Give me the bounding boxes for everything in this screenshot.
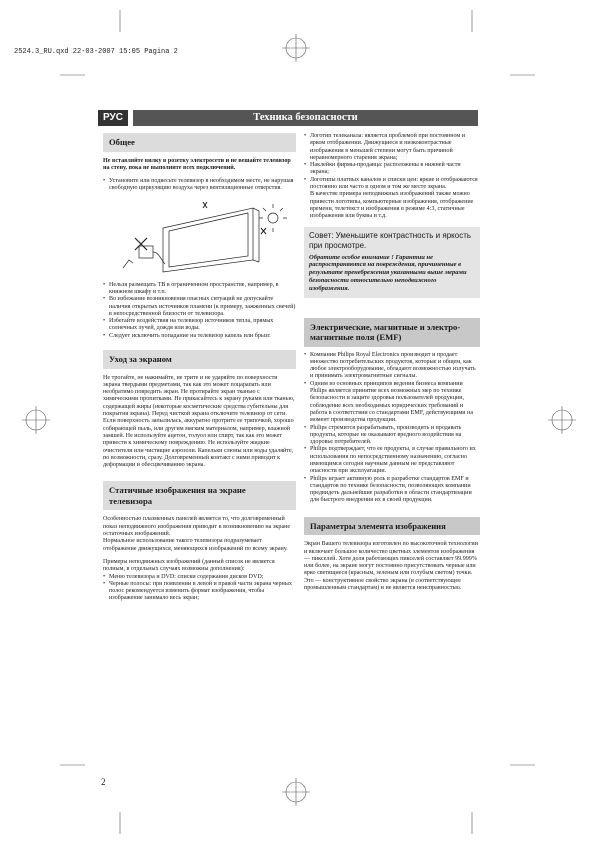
tip-box [304, 227, 480, 298]
language-tab: РУС [98, 110, 128, 126]
list-item: • Во избежание возникновения опасных ситуаций не допускайте наличия открытых источников пламени (к примеру, зажженных свечей) в непосредственной близости от телевизора. [103, 296, 296, 318]
page-number: 2 [101, 777, 106, 787]
list-item: • Компания Philips Royal Electronics производит и продает множество потребительских продуктов, которые и общем, как любое электрооборудование, обладают возможностью излучать и принимать электромагнитные сигналы. [304, 352, 480, 381]
static-images-extra: В качестве примера неподвижных изображений также можно привести логотипы, компьютерные изображения, отображение времени, телетекст и изображения в режиме 4:3, статичные изображения или буквы и т.д. [310, 191, 474, 220]
static-images-p3: Примеры неподвижных изображений (данный список не является полным, в отдельных случаях возможны дополнения): [103, 558, 275, 573]
list-item: • Philips стремится разрабатывать, производить и продавать продукты, которые не оказывают вредного воздействия на здоровье потребителей. [304, 425, 480, 447]
list-item: • Одним из основных принципов ведения бизнеса компании Philips является принятие всех возможных мер по технике безопасности и защите здоровья пользователей продукции, соблюдение всех необходимых юридических требований и работа в соответствии со стандартами EMF, действующими на момент производства продукции. [304, 381, 480, 425]
screen-care-text: Не трогайте, не нажимайте, не трите и не ударяйте по поверхности экрана твердыми предметами, так как это может поцарапать или необратимо повредить экран. Не протирайте экран тканью с химическими пропитками. Не прикасайтесь к экрану руками или тканью, содержащей жиры (некоторые косметические средства губительны для покрытия экрана). Перед чисткой экрана отключите телевизор от сети. Если поверхность запылилась, аккуратно протрите ее тряпочкой, хорошо собирающей пыль, или другим мягким материалом, например, влажной замшей. Не используйте ацетон, толуол или спирт, так как это может привести к химическому повреждению. Не используйте жидкие очистители или чистящие аэрозоли. Капельки слюны или воды удаляйте, по возможности, сразу. Долговременный контакт с ними приводит к деформации и обесцвечиванию экрана. [103, 374, 295, 469]
file-slug: 2524.3_RU.qxd 22-03-2007 15:05 Pagina 2 [14, 48, 178, 56]
list-item: • Philips подтверждает, что ее продукты, в случае правильного их использования по непосредственному назначению, согласно имеющимся сегодня научным данным не представляют опасности при эксплуатации. [304, 446, 480, 475]
static-images-p1: Особенностью плазменных панелей является то, что долговременный показ неподвижного изображения приводит к возникновению на экране остаточных изображений. [103, 516, 291, 538]
general-list-a [103, 178, 296, 193]
tv-safety-illustration-graphic [103, 198, 296, 276]
page-title: Техника безопасности [133, 110, 478, 126]
general-warning: Не вставляйте вилку в розетку электросети и не вешайте телевизор на стену, пока не выполните всех подключений. [103, 157, 291, 171]
list-item: • Черные полосы: при появлении в левой и правой части экрана черных полос рекомендуется изменить формат изображения, чтобы изображение занимало весь экран; [103, 581, 296, 603]
static-images-list [103, 574, 296, 603]
tip-warning: Обратите особое внимание ! Гарантии не распространяются на повреждения, причиненные в результате пренебрежения указанными выше мерами безопасности относительно неподвижного изображения. [309, 253, 467, 292]
tv-safety-illustration [103, 198, 296, 276]
tip-heading: Совет: Уменьшите контрастность и яркость при просмотре. [309, 230, 472, 250]
list-item: • Избегайте воздействия на телевизор источников тепла, прямых солнечных лучей, дождя или воды. [103, 318, 296, 333]
list-item: • Нельзя размещать ТВ в ограниченном пространстве, например, в книжном шкафу и т.п. [103, 282, 296, 297]
right-column [304, 133, 480, 592]
list-item: • Установите или подвесьте телевизор в необходимом месте, не нарушая свободную циркуляцию воздуха через вентиляционные отверстия. [103, 178, 296, 193]
list-item: • Следует исключить попадание на телевизор капель или брызг. [103, 333, 296, 340]
list-item: • Меню телевизора и DVD: списки содержания дисков DVD; [103, 574, 296, 581]
pixels-text: Экран Вашего телевизора изготовлен по высокоточной технологии и включает большое количество цветных элементов изображения — пикселей. Хотя доля работающих пикселей составляет 99.999% или более, на экране могут постоянно присутствовать черные или ярко светящиеся (красным, зеленым или голубым светом) точки. Это — конструктивное свойство экрана (в соответствующее промышленным стандартам) и не является неисправностью. [304, 541, 478, 592]
list-item: • Наклейки фирмы-продавца: расположены в нижней части экрана; [304, 162, 480, 177]
section-title-pixels: Параметры элемента изображения [304, 517, 480, 536]
left-column [103, 133, 296, 603]
general-list-b [103, 282, 296, 340]
list-item: • Логотип телеканала: является проблемой при постоянном и ярком отображении. Движущиеся и низкоконтрастные изображения в меньшей степени могут быть причиной неравномерного старения экрана; [304, 133, 480, 162]
static-images-p2: Нормальное использование такого телевизора подразумевает отображение движущихся, меняющихся изображений по всему экрану. [103, 538, 288, 552]
static-images-list-cont [304, 133, 480, 191]
emf-list [304, 352, 480, 505]
section-title-general: Общее [103, 133, 296, 152]
section-title-emf: Электрические, магнитные и электро-магнитные поля (EMF) [304, 318, 480, 347]
section-title-static-images: Статичные изображения на экране телевизора [103, 481, 296, 510]
section-title-screen-care: Уход за экраном [103, 350, 296, 369]
list-item: • Логотипы платных каналов и списки цен: яркие и отображаются постоянно или часто в одном и том же месте экрана. [304, 177, 480, 192]
list-item: • Philips играет активную роль в разработке стандартов EMF и стандартов по технике безопасности, позволяющих компании предвидеть дальнейшие разработки в области стандартизации для быстрого внедрения их в своей продукции. [304, 476, 480, 505]
